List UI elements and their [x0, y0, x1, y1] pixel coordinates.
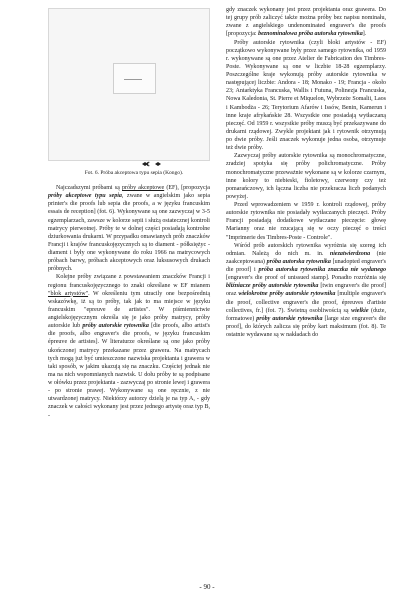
paragraph	[226, 242, 386, 340]
emphasized-term: wielkie	[351, 307, 369, 314]
paragraph	[226, 39, 386, 153]
text-run: (nie zaakceptowana)	[226, 250, 386, 265]
paragraph	[226, 201, 386, 242]
page-number: - 90 -	[199, 583, 215, 591]
text-run: ].	[362, 31, 367, 38]
left-column	[48, 184, 210, 420]
paragraph	[48, 273, 210, 419]
emphasized-term: próba autorska rytownika	[266, 258, 331, 265]
text-run: gdy znaczek wykonany jest przez projektanta oraz grawera. Do tej grupy prób zaliczyć także można próby bez napisu nominału, zwane z angielskiego undenominated engraver's die proofs [propozycja:	[226, 7, 386, 38]
text-run: (EF), [propozycja	[164, 185, 210, 191]
emphasized-term: niezatwierdzona	[329, 250, 371, 257]
text-run: , zwane w angielskim jako sepia printer's die proofs lub sepia die proofs, a w języku francuskim essais de reception] (fot. 6). Wykonywane są one zazwyczaj w 3-5 egzemplarzach, zawsze w kolorze sepii i służą ostatecznej kontroli matrycy pierwotnej. Próby te w dolnej części posiadają kontrolne dziurkowania drukarni. W przypadku omawianych prób znaczków Francji i krajów francuskojęzycznych są to diament - półksiężyc - diament i były one wykonywane do roku 1966 na matrycowych próbach barwy, próbach akceptowych oraz luksusowych drukach próbnych.	[48, 193, 211, 273]
text-run: Zazwyczaj próby autorskie rytownika są monochromatyczne, zradziej spotyka się próby polichromatyczne. Próby monochromatyczne przeważnie wykonane są w kolorze czarnym, inne kolory to niebieski, fioletowy, czerwony czy też pomarańczowy, ich łączna liczba nie przekracza liczb podanych powyżej.	[226, 153, 386, 200]
text-run: Kolejne próby związane z powstawaniem znaczków Francji i regionu francuskojęzycznego to znaki określane w EF mianem	[48, 274, 210, 289]
text-run: [die proofs, albo artist's die proofs, albo engraver's die proofs, w języku francuskim épreuve de artistes]. W literaturze określane są one jako próby ukończonej matrycy przekazane przez grawera. Na matrycach tych mogą już być umieszczone nazwiska projektanta i grawera w taki sposób, w jakim ukazują się na znaczku. Częściej jednak nie ma na nich wspomnianych nazwisk. U dołu próby te są podpisane w ołówku przez projektanta - zazwyczaj po stronie lewej i grawera - po stronie prawej. Wykonywane są one ręcznie, z nie utwardzonej matrycy. Niektórzy autorzy dzielą je na typ A, - gdy znaczek w całości wykonany jest przez jednego artystę oraz typ B, -	[48, 323, 210, 419]
emphasized-term: wielokrotne próby autorskie rytownika	[238, 291, 336, 298]
text-run: [twin engraver's die proof] oraz	[226, 283, 386, 298]
stamp-proof-image	[113, 63, 156, 94]
text-run: . W określeniu tym utracily one bezpośrednią wskazówkę, iż są to próby, tak jak to ma miejsce w języku francuskim "epreuve de artistes". W piśmiennictwie angielskojęzycznym określa się je jako próby matrycy, próby autorskie lub	[48, 290, 211, 330]
emphasized-term: próba autorska rytownika znaczka nie wydanego	[258, 267, 386, 273]
text-run: Przed wprowadzeniem w 1959 r. kontroli rządowej, próby autorskie rytownika nie posiadały wytłaczanych pieczęci. Próby Francji posiadają dodatkowe wytłaczane pieczęcie: głowę Marianny oraz nie rzucającą się w oczy pieczęć o treści "Imprimerie des Timbres-Poste - Controle".	[226, 202, 386, 241]
underlined-term: próby akceptowe	[122, 185, 165, 191]
text-run: [large size engraver's die proof], do których zalicza się próby kart maksimum (fot. 8). Te ostatnie wydawane są w nakładach do	[226, 315, 386, 338]
emphasized-term: bliźniacze próby autorskie rytownika	[226, 283, 319, 290]
figure-caption: Fot. 6. Próba akceptowa typu sepia (Kongo).	[84, 170, 184, 176]
paragraph	[226, 152, 386, 201]
text-run: Próby autorskie rytownika (czyli bloki artystów - EF) początkowo wykonywane były przez samego rytownika, od 1959 r. wykonywane są one przez Atelier de Fabrication des Timbres-Poste. Wykonywane są one w liczbie 18-28 egzemplarzy. Poszczególne kraje wykonują próby autorskie rytownika w następującej liczbie: Andora - 18; Monako - 19; Francja - około 23; Antarktyka Francuska, Wallis i Futuna, Polinezja Francuska, Nowa Kaledonia, St. Pierre et Miquelon, Wybrzeże Somalii, Laos i Kambodża - 26; Terytorium Afarów i Issów, Benin, Kamerun i inne kraje afrykańskie 28. Wszystkie one posiadają wytłaczaną pieczęć. Od 1959 r. wszystkie próby muszą być przekazywane do drukarni rządowej. Zwykle projektant jak i rytownik otrzymują po dwie próby. Jeśli znaczek wykonuje jedna osoba, otrzymuje też dwie próby.	[226, 39, 386, 152]
text-run: [unadopted engraver's die proof] i	[226, 258, 386, 273]
paragraph	[48, 184, 210, 273]
text-run: (duże, formatowe)	[226, 307, 387, 322]
text-run: [multiple engraver's die proof, collective engraver's die proof, épreuves d'artiste collectives, fr.] (fot. 7). Świetną osobliwością są	[226, 291, 386, 314]
emphasized-term: próby autorskie rytownika	[82, 323, 149, 330]
text-run: Wśród prób autorskich rytownika wyróżnia się szereg ich odmian. Należą do nich m. in.	[226, 242, 386, 257]
ornament-mark	[141, 161, 163, 167]
underlined-term: "blok artystów"	[48, 290, 89, 297]
emphasized-term: próby akceptowe typu sepia	[48, 193, 122, 200]
right-column	[226, 6, 386, 339]
text-run: [engraver's die proof of unissued stamp]. Ponadto rozróżnia się	[226, 275, 386, 282]
emphasized-term: beznominałowa próba autorska rytownika	[258, 31, 363, 38]
paragraph	[226, 6, 386, 39]
emphasized-term: próby autorskie rytownika	[256, 315, 323, 322]
text-run: Najczadszymi próbami są	[56, 185, 122, 191]
figure-photo	[48, 8, 210, 161]
